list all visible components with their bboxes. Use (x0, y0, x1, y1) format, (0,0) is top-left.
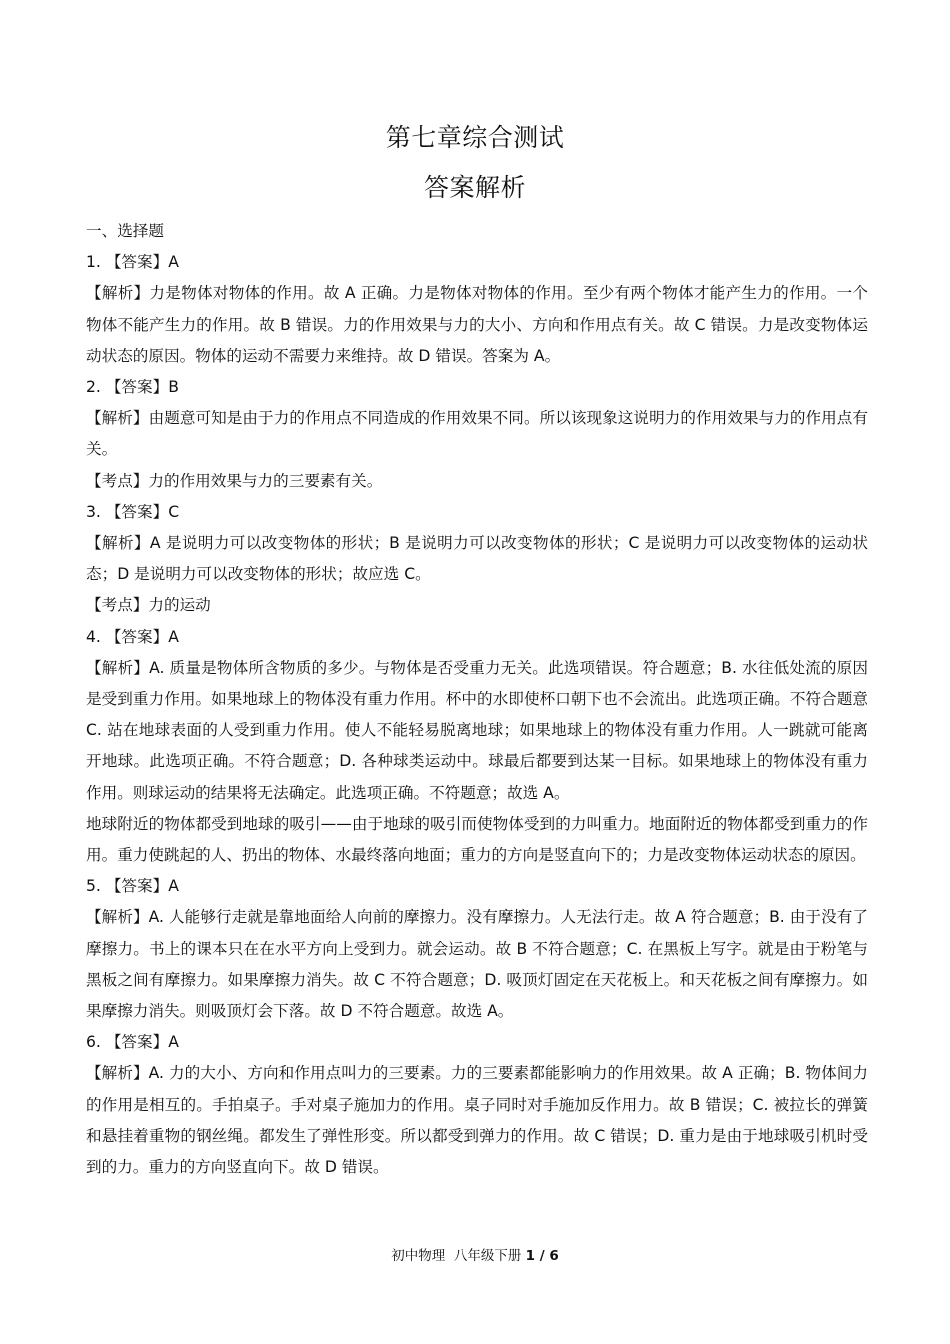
answer-2: 2. 【答案】B (86, 378, 179, 397)
document-title: 第七章综合测试 (385, 123, 565, 152)
answer-4: 4. 【答案】A (86, 627, 179, 646)
key-point-2: 【考点】力的作用效果与力的三要素有关。 (86, 471, 383, 490)
explanation-2: 【解析】由题意可知是由于力的作用点不同造成的作用效果不同。所以该现象这说明力的作用效果与力的作用点有关。 (86, 409, 868, 459)
footer-course: 初中物理 八年级下册 (391, 1248, 522, 1264)
explanation-3: 【解析】A 是说明力可以改变物体的形状；B 是说明力可以改变物体的形状；C 是说明力可以改变物体的运动状态；D 是说明力可以改变物体的形状；故应选 C。 (86, 534, 868, 584)
explanation-6: 【解析】A. 力的大小、方向和作用点叫力的三要素。力的三要素都能影响力的作用效果。故 A 正确；B. 物体间力的作用是相互的。手拍桌子。手对桌子施加力的作用。桌子同时对手施加反作用力。故 B 错误；C. 被拉长的弹簧和悬挂着重物的钢丝绳。都发生了弹性形变。所以都受到弹力的作用。故 C 错误；D. 重力是由于地球吸引机时受到的力。重力的方向竖直向下。故 D 错误。 (86, 1064, 868, 1177)
answer-3: 3. 【答案】C (86, 502, 180, 521)
page-number: 1 / 6 (525, 1248, 559, 1264)
key-point-3: 【考点】力的运动 (86, 596, 211, 615)
document-body (86, 216, 868, 1183)
explanation-5: 【解析】A. 人能够行走就是靠地面给人向前的摩擦力。没有摩擦力。人无法行走。故 A 符合题意；B. 由于没有了摩擦力。书上的课本只在在水平方向上受到力。就会运动。故 B 不符合题意；C. 在黑板上写字。就是由于粉笔与黑板之间有摩擦力。如果摩擦力消失。故 C 不符合题意；D. 吸顶灯固定在天花板上。和天花板之间有摩擦力。如果摩擦力消失。则吸顶灯会下落。故 D 不符合题意。故选 A。 (86, 908, 868, 1021)
answer-1: 1. 【答案】A (86, 253, 179, 272)
explanation-4: 【解析】A. 质量是物体所含物质的多少。与物体是否受重力无关。此选项错误。符合题意；B. 水往低处流的原因是受到重力作用。如果地球上的物体没有重力作用。杯中的水即使杯口朝下也不会流出。此选项正确。不符合题意 C. 站在地球表面的人受到重力作用。使人不能轻易脱离地球；如果地球上的物体没有重力作用。人一跳就可能离开地球。此选项正确。不符合题意；D. 各种球类运动中。球最后都要到达某一目标。如果地球上的物体没有重力作用。则球运动的结果将无法确定。此选项正确。不符题意；故选 A。 (86, 658, 868, 802)
answer-5: 5. 【答案】A (86, 877, 179, 896)
page-footer (0, 1244, 950, 1264)
document-subtitle: 答案解析 (423, 173, 526, 202)
section-heading: 一、选择题 (86, 222, 164, 240)
answer-6: 6. 【答案】A (86, 1033, 179, 1052)
explanation-4-note: 地球附近的物体都受到地球的吸引——由于地球的吸引而使物体受到的力叫重力。地面附近的物体都受到重力的作用。重力使跳起的人、扔出的物体、水最终落向地面；重力的方向是竖直向下的；力是改变物体运动状态的原因。 (86, 814, 868, 865)
explanation-1: 【解析】力是物体对物体的作用。故 A 正确。力是物体对物体的作用。至少有两个物体才能产生力的作用。一个物体不能产生力的作用。故 B 错误。力的作用效果与力的大小、方向和作用点有关。故 C 错误。力是改变物体运动状态的原因。物体的运动不需要力来维持。故 D 错误。答案为 A。 (86, 284, 868, 365)
